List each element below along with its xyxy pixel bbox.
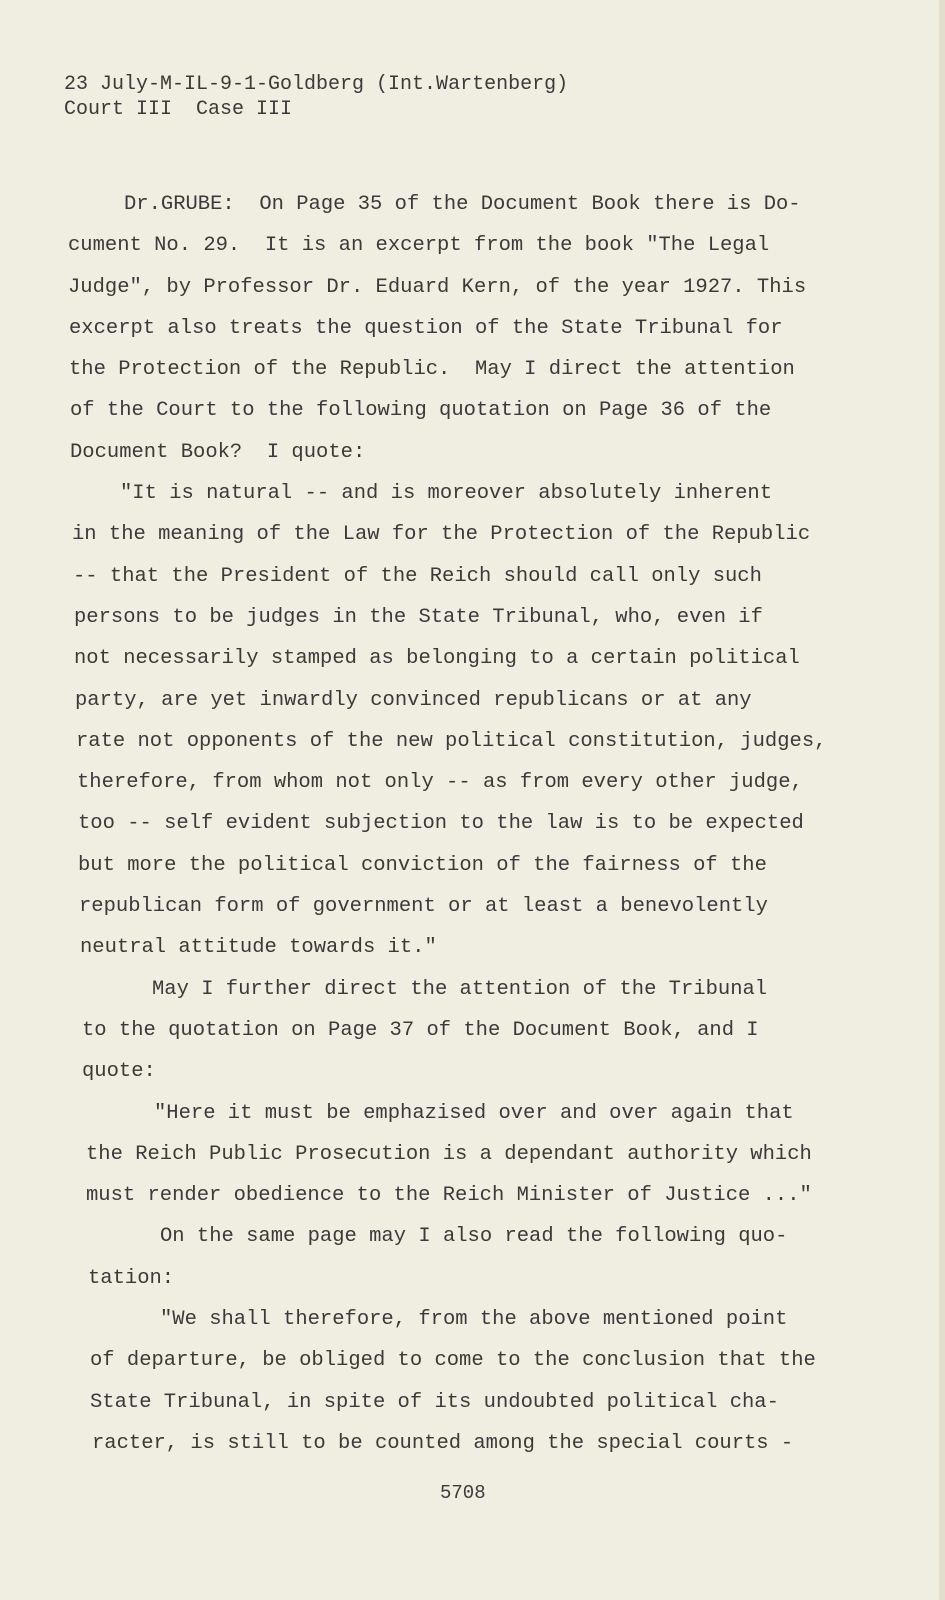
quote-line: neutral attitude towards it." <box>80 936 437 960</box>
text-line: Document Book? I quote: <box>70 440 366 464</box>
quote-line: -- that the President of the Reich should call only such <box>73 564 762 588</box>
quote-line: republican form of government or at least a benevolently <box>79 895 768 919</box>
text-line: tation: <box>88 1266 175 1290</box>
quote-line: the Reich Public Prosecution is a dependant authority which <box>86 1142 812 1166</box>
quote-line: "Here it must be emphazised over and over again that <box>154 1101 794 1125</box>
quote-line: but more the political conviction of the fairness of the <box>78 853 767 877</box>
header-line-1: 23 July-M-IL-9-1-Goldberg (Int.Wartenberg) <box>64 73 569 96</box>
text-line: On the same page may I also read the following quo- <box>160 1225 788 1249</box>
text-line: May I further direct the attention of the Tribunal <box>152 977 768 1001</box>
quote-line: too -- self evident subjection to the law is to be expected <box>78 812 804 836</box>
text-line: cument No. 29. It is an excerpt from the book "The Legal <box>68 234 770 258</box>
quote-line: of departure, be obliged to come to the conclusion that the <box>90 1349 816 1373</box>
text-line: quote: <box>82 1060 156 1084</box>
text-line: to the quotation on Page 37 of the Document Book, and I <box>82 1018 759 1042</box>
quote-line: "It is natural -- and is moreover absolutely inherent <box>120 482 773 506</box>
quote-line: therefore, from whom not only -- as from every other judge, <box>77 771 803 795</box>
quote-line: rate not opponents of the new political constitution, judges, <box>76 729 827 753</box>
quote-line: "We shall therefore, from the above mentioned point <box>160 1308 788 1332</box>
quote-line: persons to be judges in the State Tribunal, who, even if <box>74 605 763 629</box>
header-line-2: Court III Case III <box>64 98 293 121</box>
document-header <box>64 72 568 122</box>
text-line: Judge", by Professor Dr. Eduard Kern, of the year 1927. This <box>68 275 807 299</box>
quote-line: must render obedience to the Reich Minister of Justice ..." <box>86 1184 812 1208</box>
text-line: Dr.GRUBE: On Page 35 of the Document Book there is Do- <box>124 193 801 216</box>
quote-line: racter, is still to be counted among the special courts - <box>92 1431 794 1455</box>
quote-line: State Tribunal, in spite of its undoubted political cha- <box>90 1390 779 1414</box>
quote-line: in the meaning of the Law for the Protection of the Republic <box>72 523 811 547</box>
text-line: the Protection of the Republic. May I direct the attention <box>69 358 795 382</box>
text-line: excerpt also treats the question of the State Tribunal for <box>69 316 783 340</box>
page-number: 5708 <box>440 1482 486 1504</box>
quote-line: not necessarily stamped as belonging to a certain political <box>74 647 800 671</box>
document-body <box>0 184 945 1464</box>
quote-line: party, are yet inwardly convinced republicans or at any <box>75 688 752 712</box>
text-line: of the Court to the following quotation on Page 36 of the <box>70 399 772 423</box>
